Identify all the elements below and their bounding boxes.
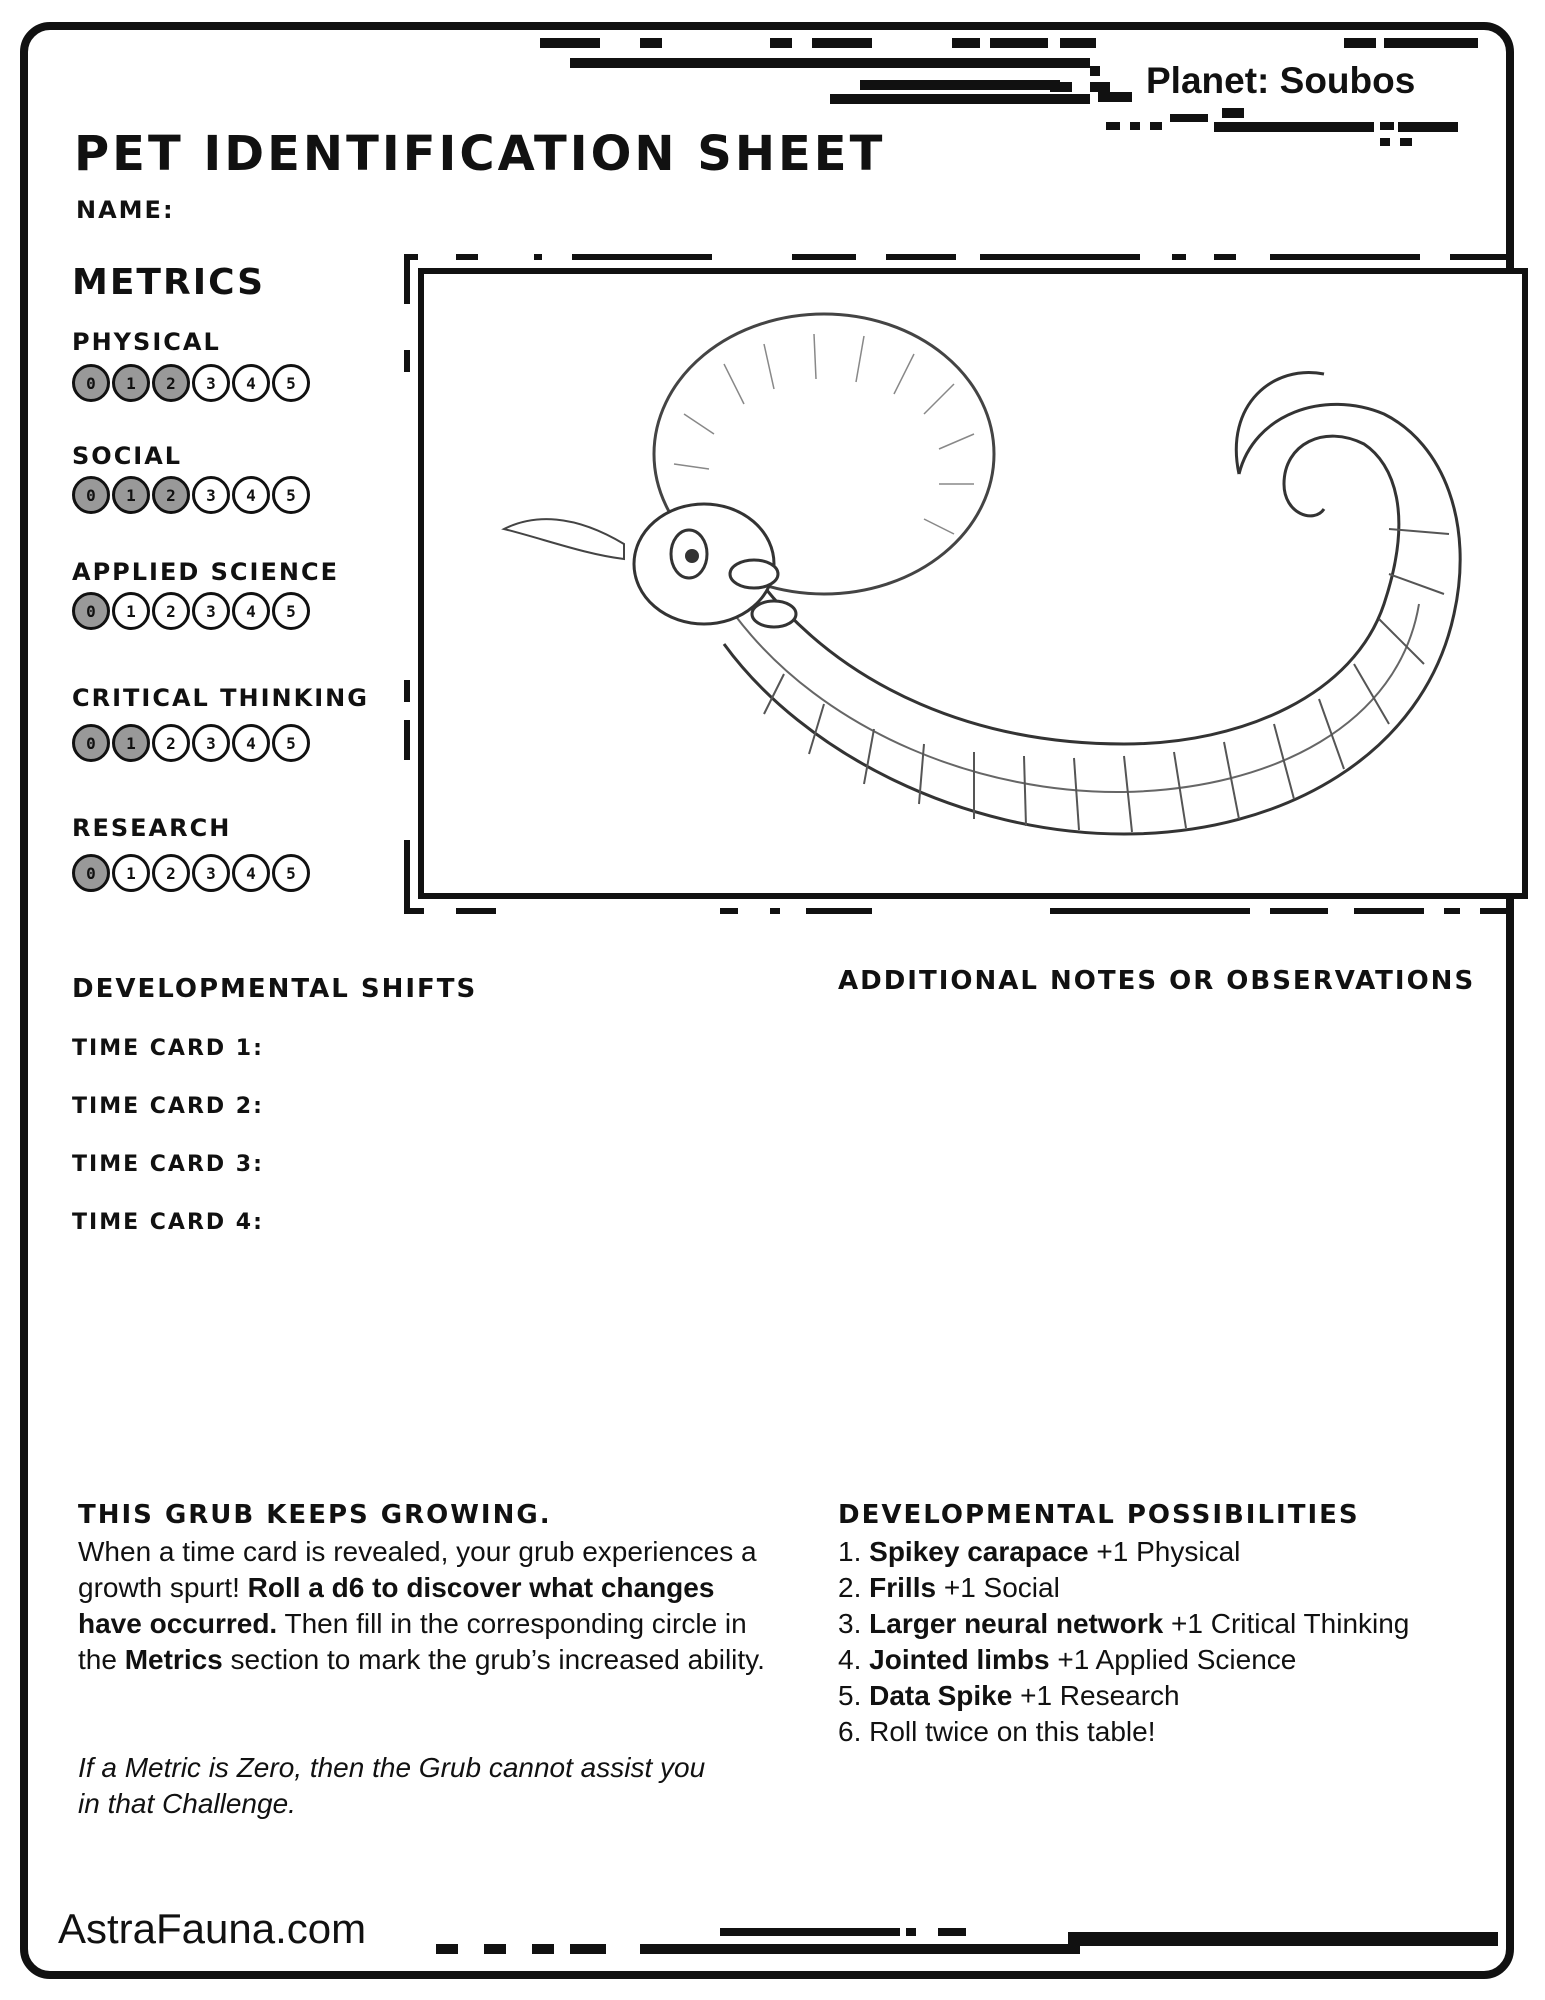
metric-circle[interactable]: 3 [192,476,230,514]
possibility-item: 4. Jointed limbs +1 Applied Science [838,1644,1297,1675]
metric-label-social: SOCIAL [72,442,183,470]
metric-circle[interactable]: 5 [272,476,310,514]
metrics-heading: METRICS [72,262,266,303]
time-card-2: TIME CARD 2: [72,1094,264,1119]
growth-instructions: When a time card is revealed, your grub experiences a growth spurt! Roll a d6 to discover what changes have occurred. Then fill in the corresponding circle in the Metrics section to mark the grub’s increased ability. [78,1536,765,1675]
metric-circle[interactable]: 4 [232,476,270,514]
metric-circle[interactable]: 4 [232,724,270,762]
time-card-1: TIME CARD 1: [72,1036,264,1061]
metric-circle[interactable]: 0 [72,476,110,514]
metric-circle[interactable]: 5 [272,724,310,762]
possibility-item: 5. Data Spike +1 Research [838,1680,1180,1711]
metric-dots-research [72,854,310,892]
additional-notes-heading: ADDITIONAL NOTES OR OBSERVATIONS [838,966,1476,996]
metric-circle[interactable]: 4 [232,854,270,892]
metric-circle[interactable]: 2 [152,364,190,402]
metric-circle[interactable]: 2 [152,724,190,762]
metric-circle[interactable]: 4 [232,592,270,630]
grub-creature-illustration [424,274,1522,893]
metric-label-physical: PHYSICAL [72,328,221,356]
metric-dots-critical-thinking [72,724,310,762]
developmental-shifts-heading: DEVELOPMENTAL SHIFTS [72,974,478,1004]
zero-metric-note: If a Metric is Zero, then the Grub cannot assist you in that Challenge. [78,1752,706,1819]
time-card-3: TIME CARD 3: [72,1152,264,1177]
planet-label: Planet: Soubos [1146,60,1416,101]
metric-label-applied-science: APPLIED SCIENCE [72,558,339,586]
possibility-item: 6. Roll twice on this table! [838,1716,1156,1747]
metric-circle[interactable]: 1 [112,854,150,892]
possibilities-heading: DEVELOPMENTAL POSSIBILITIES [838,1500,1360,1530]
metric-circle[interactable]: 3 [192,364,230,402]
metric-dots-physical [72,364,310,402]
footer-site: AstraFauna.com [58,1905,367,1952]
name-label: NAME: [76,196,175,224]
metric-circle[interactable]: 0 [72,854,110,892]
illustration-box [418,268,1528,899]
metric-circle[interactable]: 1 [112,364,150,402]
metric-circle[interactable]: 0 [72,724,110,762]
metric-label-research: RESEARCH [72,814,232,842]
metric-circle[interactable]: 0 [72,364,110,402]
metric-circle[interactable]: 2 [152,592,190,630]
metric-circle[interactable]: 1 [112,592,150,630]
possibility-item: 1. Spikey carapace +1 Physical [838,1536,1241,1567]
metric-circle[interactable]: 1 [112,476,150,514]
metric-circle[interactable]: 4 [232,364,270,402]
time-card-4: TIME CARD 4: [72,1210,264,1235]
metric-circle[interactable]: 3 [192,592,230,630]
growth-heading: THIS GRUB KEEPS GROWING. [78,1500,552,1530]
metric-dots-applied-science [72,592,310,630]
metric-circle[interactable]: 2 [152,854,190,892]
metric-circle[interactable]: 5 [272,854,310,892]
metric-circle[interactable]: 3 [192,724,230,762]
metric-circle[interactable]: 1 [112,724,150,762]
metric-circle[interactable]: 2 [152,476,190,514]
metric-circle[interactable]: 0 [72,592,110,630]
possibility-item: 3. Larger neural network +1 Critical Thinking [838,1608,1410,1639]
possibility-item: 2. Frills +1 Social [838,1572,1060,1603]
metric-circle[interactable]: 3 [192,854,230,892]
page-title: PET IDENTIFICATION SHEET [74,126,886,182]
metric-label-critical-thinking: CRITICAL THINKING [72,684,369,712]
possibilities-list [838,1534,1488,1750]
metric-circle[interactable]: 5 [272,364,310,402]
metric-circle[interactable]: 5 [272,592,310,630]
metric-dots-social [72,476,310,514]
